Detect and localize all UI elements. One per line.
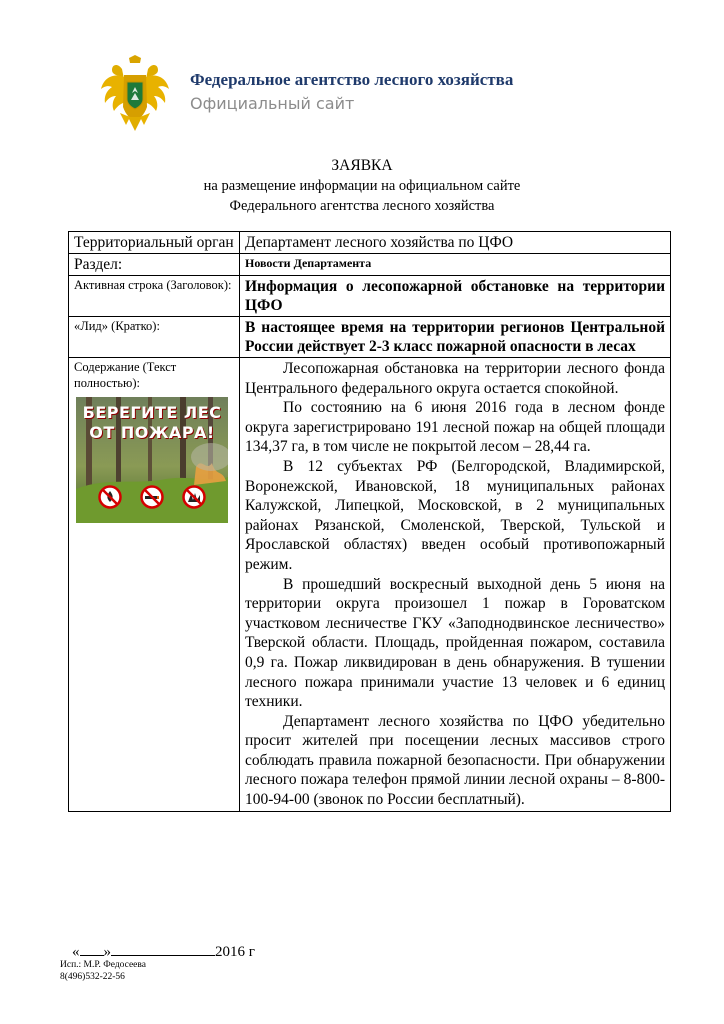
date-year: 2016 г <box>215 944 255 960</box>
fire-safety-poster <box>76 397 228 523</box>
signature-date-line <box>72 941 255 961</box>
document-title: ЗАЯВКА <box>331 157 393 174</box>
row-territorial <box>69 232 671 254</box>
row-headline <box>69 276 671 317</box>
date-quote-open: « <box>72 944 80 960</box>
headline-value: Информация о лесопожарной обстановке на территории ЦФО <box>240 276 671 317</box>
territorial-label: Территориальный орган <box>69 232 240 254</box>
territorial-value: Департамент лесного хозяйства по ЦФО <box>240 232 671 254</box>
section-label: Раздел: <box>69 254 240 276</box>
month-blank <box>111 941 215 956</box>
org-name: Федеральное агентство лесного хозяйства <box>190 70 514 89</box>
site-subtitle: Официальный сайт <box>190 94 355 113</box>
double-headed-eagle-emblem-icon <box>100 55 170 133</box>
day-blank <box>80 941 104 956</box>
content-label: Содержание (Текст полностью): <box>74 360 177 390</box>
date-quote-close: » <box>103 944 111 960</box>
content-paragraph: В 12 субъектах РФ (Белгородской, Владимирской, Воронежской, Ивановской, 18 муниципальных районах Калужской, Липецкой, Московской, в 2 муниципальных районах Рязанской, Смоленской, Тверской, Тульской и Ярославской областях) введен особый противопожарный режим. <box>245 457 665 573</box>
content-paragraph: В прошедший воскресный выходной день 5 июня на территории округа произошел 1 пожар в Горoватском участковом лесничестве ГКУ «Заподнодвинское лесничество» Тверской области. Площадь, пройденная пожаром, составила 0,9 га. Пожар ликвидирован в день обнаружения. В тушении лесного пожара принимали участие 13 человек и 6 единиц техники. <box>245 575 665 711</box>
content-paragraph: Лесопожарная обстановка на территории лесного фонда Центрального федерального округа остается спокойной. <box>245 360 665 397</box>
document-subtitle-line-1: на размещение информации на официальном сайте <box>203 178 521 194</box>
lead-value: В настоящее время на территории регионов Центральной России действует 2-3 класс пожарной опасности в лесах <box>240 317 671 358</box>
content-paragraph: По состоянию на 6 июня 2016 года в лесном фонде округа зарегистрировано 191 лесной пожар на общей площади 134,37 га, в том числе не покрытой лесом – 28,44 га. <box>245 399 665 456</box>
lead-label: «Лид» (Кратко): <box>69 317 240 358</box>
no-smoking-icon <box>140 485 164 509</box>
row-lead <box>69 317 671 358</box>
content-label-cell <box>69 358 240 812</box>
executor-name: Исп.: М.Р. Федосеева <box>60 960 146 970</box>
poster-text-line-1: БЕРЕГИТЕ ЛЕС <box>82 403 222 422</box>
executor-phone: 8(496)532-22-56 <box>60 972 125 982</box>
row-section <box>69 254 671 276</box>
no-grass-burning-icon <box>182 485 206 509</box>
application-form-table <box>68 231 671 812</box>
poster-text-line-2: ОТ ПОЖАРА! <box>89 423 215 442</box>
content-paragraph: Департамент лесного хозяйства по ЦФО убедительно просит жителей при посещении лесных массивов строго соблюдать правила пожарной безопасности. При обнаружении лесного пожара телефон прямой линии лесной охраны – 8-800-100-94-00 (звонок по России бесплатный). <box>245 712 665 809</box>
section-value: Новости Департамента <box>240 254 671 276</box>
document-subtitle-line-2: Федерального агентства лесного хозяйства <box>229 198 495 214</box>
document-heading <box>0 156 724 216</box>
row-content <box>69 358 671 812</box>
no-campfire-icon <box>98 485 122 509</box>
headline-label: Активная строка (Заголовок): <box>69 276 240 317</box>
content-value <box>240 358 671 812</box>
